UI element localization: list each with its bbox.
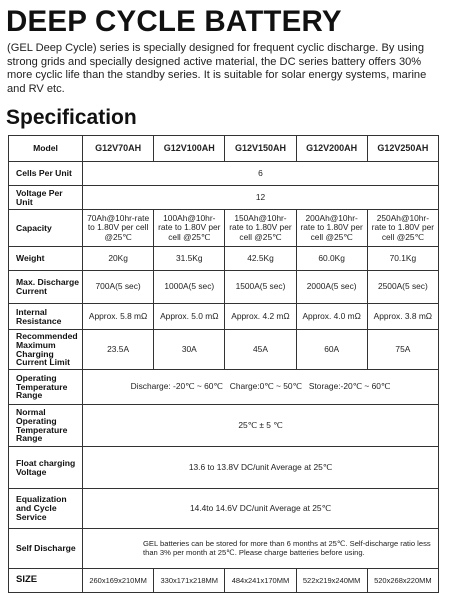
row-value: 1000A(5 sec) xyxy=(154,271,225,304)
row-label: Normal Operating Temperature Range xyxy=(9,405,83,447)
row-value: 60A xyxy=(296,330,367,370)
row-value: 42.5Kg xyxy=(225,247,296,271)
row-label: Max. Discharge Current xyxy=(9,271,83,304)
row-value: 250Ah@10hr-rate to 1.80V per cell @25℃ xyxy=(367,210,438,247)
row-value: 100Ah@10hr-rate to 1.80V per cell @25℃ xyxy=(154,210,225,247)
row-value: 522x219x240MM xyxy=(296,569,367,593)
header-model-label: Model xyxy=(9,136,83,162)
row-label: Float charging Voltage xyxy=(9,447,83,489)
table-row xyxy=(9,447,439,489)
table-row xyxy=(9,489,439,529)
table-row xyxy=(9,162,439,186)
table-row xyxy=(9,529,439,569)
row-value: Approx. 3.8 mΩ xyxy=(367,304,438,330)
table-row xyxy=(9,247,439,271)
row-value: Approx. 5.0 mΩ xyxy=(154,304,225,330)
header-model: G12V200AH xyxy=(296,136,367,162)
spec-table xyxy=(8,135,439,593)
row-value: 200Ah@10hr-rate to 1.80V per cell @25℃ xyxy=(296,210,367,247)
table-row xyxy=(9,405,439,447)
row-value: GEL batteries can be stored for more than 6 months at 25℃. Self-discharge ratio less than 3% per month at 25℃. Please charge batteries before using. xyxy=(83,529,439,569)
row-value: 2500A(5 sec) xyxy=(367,271,438,304)
page-title: DEEP CYCLE BATTERY xyxy=(6,5,342,38)
table-row xyxy=(9,370,439,405)
row-value: 150Ah@10hr-rate to 1.80V per cell @25℃ xyxy=(225,210,296,247)
row-label: Recommended Maximum Charging Current Limit xyxy=(9,330,83,370)
row-value: 25℃ ± 5 ℃ xyxy=(83,405,439,447)
row-label: Self Discharge xyxy=(9,529,83,569)
row-label: Weight xyxy=(9,247,83,271)
table-header-row xyxy=(9,136,439,162)
table-row xyxy=(9,210,439,247)
row-label: Voltage Per Unit xyxy=(9,186,83,210)
row-value: 2000A(5 sec) xyxy=(296,271,367,304)
row-value: 260x169x210MM xyxy=(83,569,154,593)
row-value: 30A xyxy=(154,330,225,370)
row-value: 60.0Kg xyxy=(296,247,367,271)
row-label: Equalization and Cycle Service xyxy=(9,489,83,529)
header-model: G12V250AH xyxy=(367,136,438,162)
row-value: Discharge: -20℃ ~ 60℃ Charge:0℃ ~ 50℃ Storage:-20℃ ~ 60℃ xyxy=(83,370,439,405)
row-value: 14.4to 14.6V DC/unit Average at 25℃ xyxy=(83,489,439,529)
table-row xyxy=(9,569,439,593)
row-label: Internal Resistance xyxy=(9,304,83,330)
row-value: 13.6 to 13.8V DC/unit Average at 25℃ xyxy=(83,447,439,489)
row-value: 20Kg xyxy=(83,247,154,271)
row-value: 23.5A xyxy=(83,330,154,370)
row-value: 6 xyxy=(83,162,439,186)
header-model: G12V70AH xyxy=(83,136,154,162)
row-value: 70.1Kg xyxy=(367,247,438,271)
row-value: 520x268x220MM xyxy=(367,569,438,593)
row-value: Approx. 4.0 mΩ xyxy=(296,304,367,330)
table-row xyxy=(9,186,439,210)
row-label: SIZE xyxy=(9,569,83,593)
row-value: Approx. 4.2 mΩ xyxy=(225,304,296,330)
row-value: Approx. 5.8 mΩ xyxy=(83,304,154,330)
row-value: 1500A(5 sec) xyxy=(225,271,296,304)
row-value: 700A(5 sec) xyxy=(83,271,154,304)
section-heading: Specification xyxy=(6,106,137,129)
row-value: 12 xyxy=(83,186,439,210)
row-value: 330x171x218MM xyxy=(154,569,225,593)
header-model: G12V100AH xyxy=(154,136,225,162)
row-value: 31.5Kg xyxy=(154,247,225,271)
intro-paragraph: (GEL Deep Cycle) series is specially designed for frequent cyclic discharge. By using strong grids and specially designed active material, the DC series battery offers 30% more cyclic life than the standby series. It is suitable for solar energy systems, marine and RV etc. xyxy=(7,42,427,95)
row-label: Capacity xyxy=(9,210,83,247)
table-row xyxy=(9,271,439,304)
table-row xyxy=(9,330,439,370)
row-label: Cells Per Unit xyxy=(9,162,83,186)
row-value: 45A xyxy=(225,330,296,370)
header-model: G12V150AH xyxy=(225,136,296,162)
row-value: 70Ah@10hr-rate to 1.80V per cell @25℃ xyxy=(83,210,154,247)
table-row xyxy=(9,304,439,330)
row-value: 75A xyxy=(367,330,438,370)
row-value: 484x241x170MM xyxy=(225,569,296,593)
row-label: Operating Temperature Range xyxy=(9,370,83,405)
